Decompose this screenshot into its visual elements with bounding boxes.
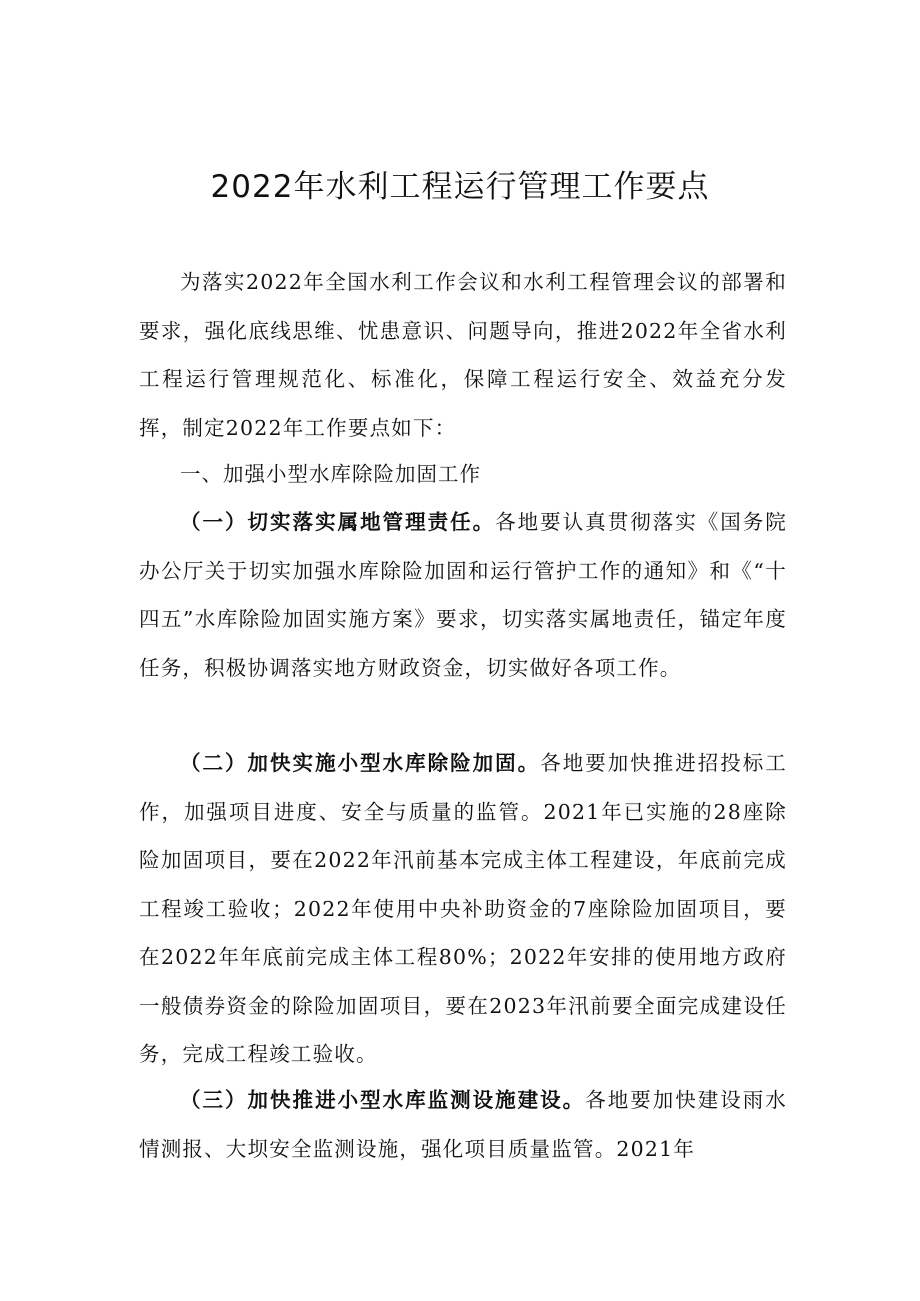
item-paragraph-3: [139, 1076, 787, 1173]
intro-paragraph: 为落实2022年全国水利工作会议和水利工程管理会议的部署和要求，强化底线思维、忧患意识、问题导向，推进2022年全省水利工程运行管理规范化、标准化，保障工程运行安全、效益充分发挥，制定2022年工作要点如下：: [139, 270, 787, 440]
document-title: 2022年水利工程运行管理工作要点: [210, 169, 710, 205]
item-text-3: 各地要加快建设雨水情测报、大坝安全监测设施，强化项目质量监管。2021年: [139, 1088, 787, 1161]
item-paragraph-2: [139, 739, 787, 1079]
item-text-1: 各地要认真贯彻落实《国务院办公厅关于切实加强水库除险加固和运行管护工作的通知》和《“十四五”水库除险加固实施方案》要求，切实落实属地责任，锚定年度任务，积极协调落实地方财政资金，切实做好各项工作。: [139, 510, 787, 680]
item-text-2: 各地要加快推进招投标工作，加强项目进度、安全与质量的监管。2021年已实施的28座除险加固项目，要在2022年汛前基本完成主体工程建设，年底前完成工程竣工验收；2022年使用中央补助资金的7座除险加固项目，要在2022年年底前完成主体工程80%；2022年安排的使用地方政府一般债券资金的除险加固项目，要在2023年汛前要全面完成建设任务，完成工程竣工验收。: [139, 751, 787, 1066]
section-heading-1: 一、加强小型水库除险加固工作: [180, 462, 481, 486]
item-lead-1: （一）切实落实属地管理责任。: [180, 510, 496, 534]
item-paragraph-1: [139, 498, 787, 692]
item-lead-2: （二）加快实施小型水库除险加固。: [180, 751, 541, 775]
item-lead-3: （三）加快推进小型水库监测设施建设。: [180, 1088, 586, 1112]
